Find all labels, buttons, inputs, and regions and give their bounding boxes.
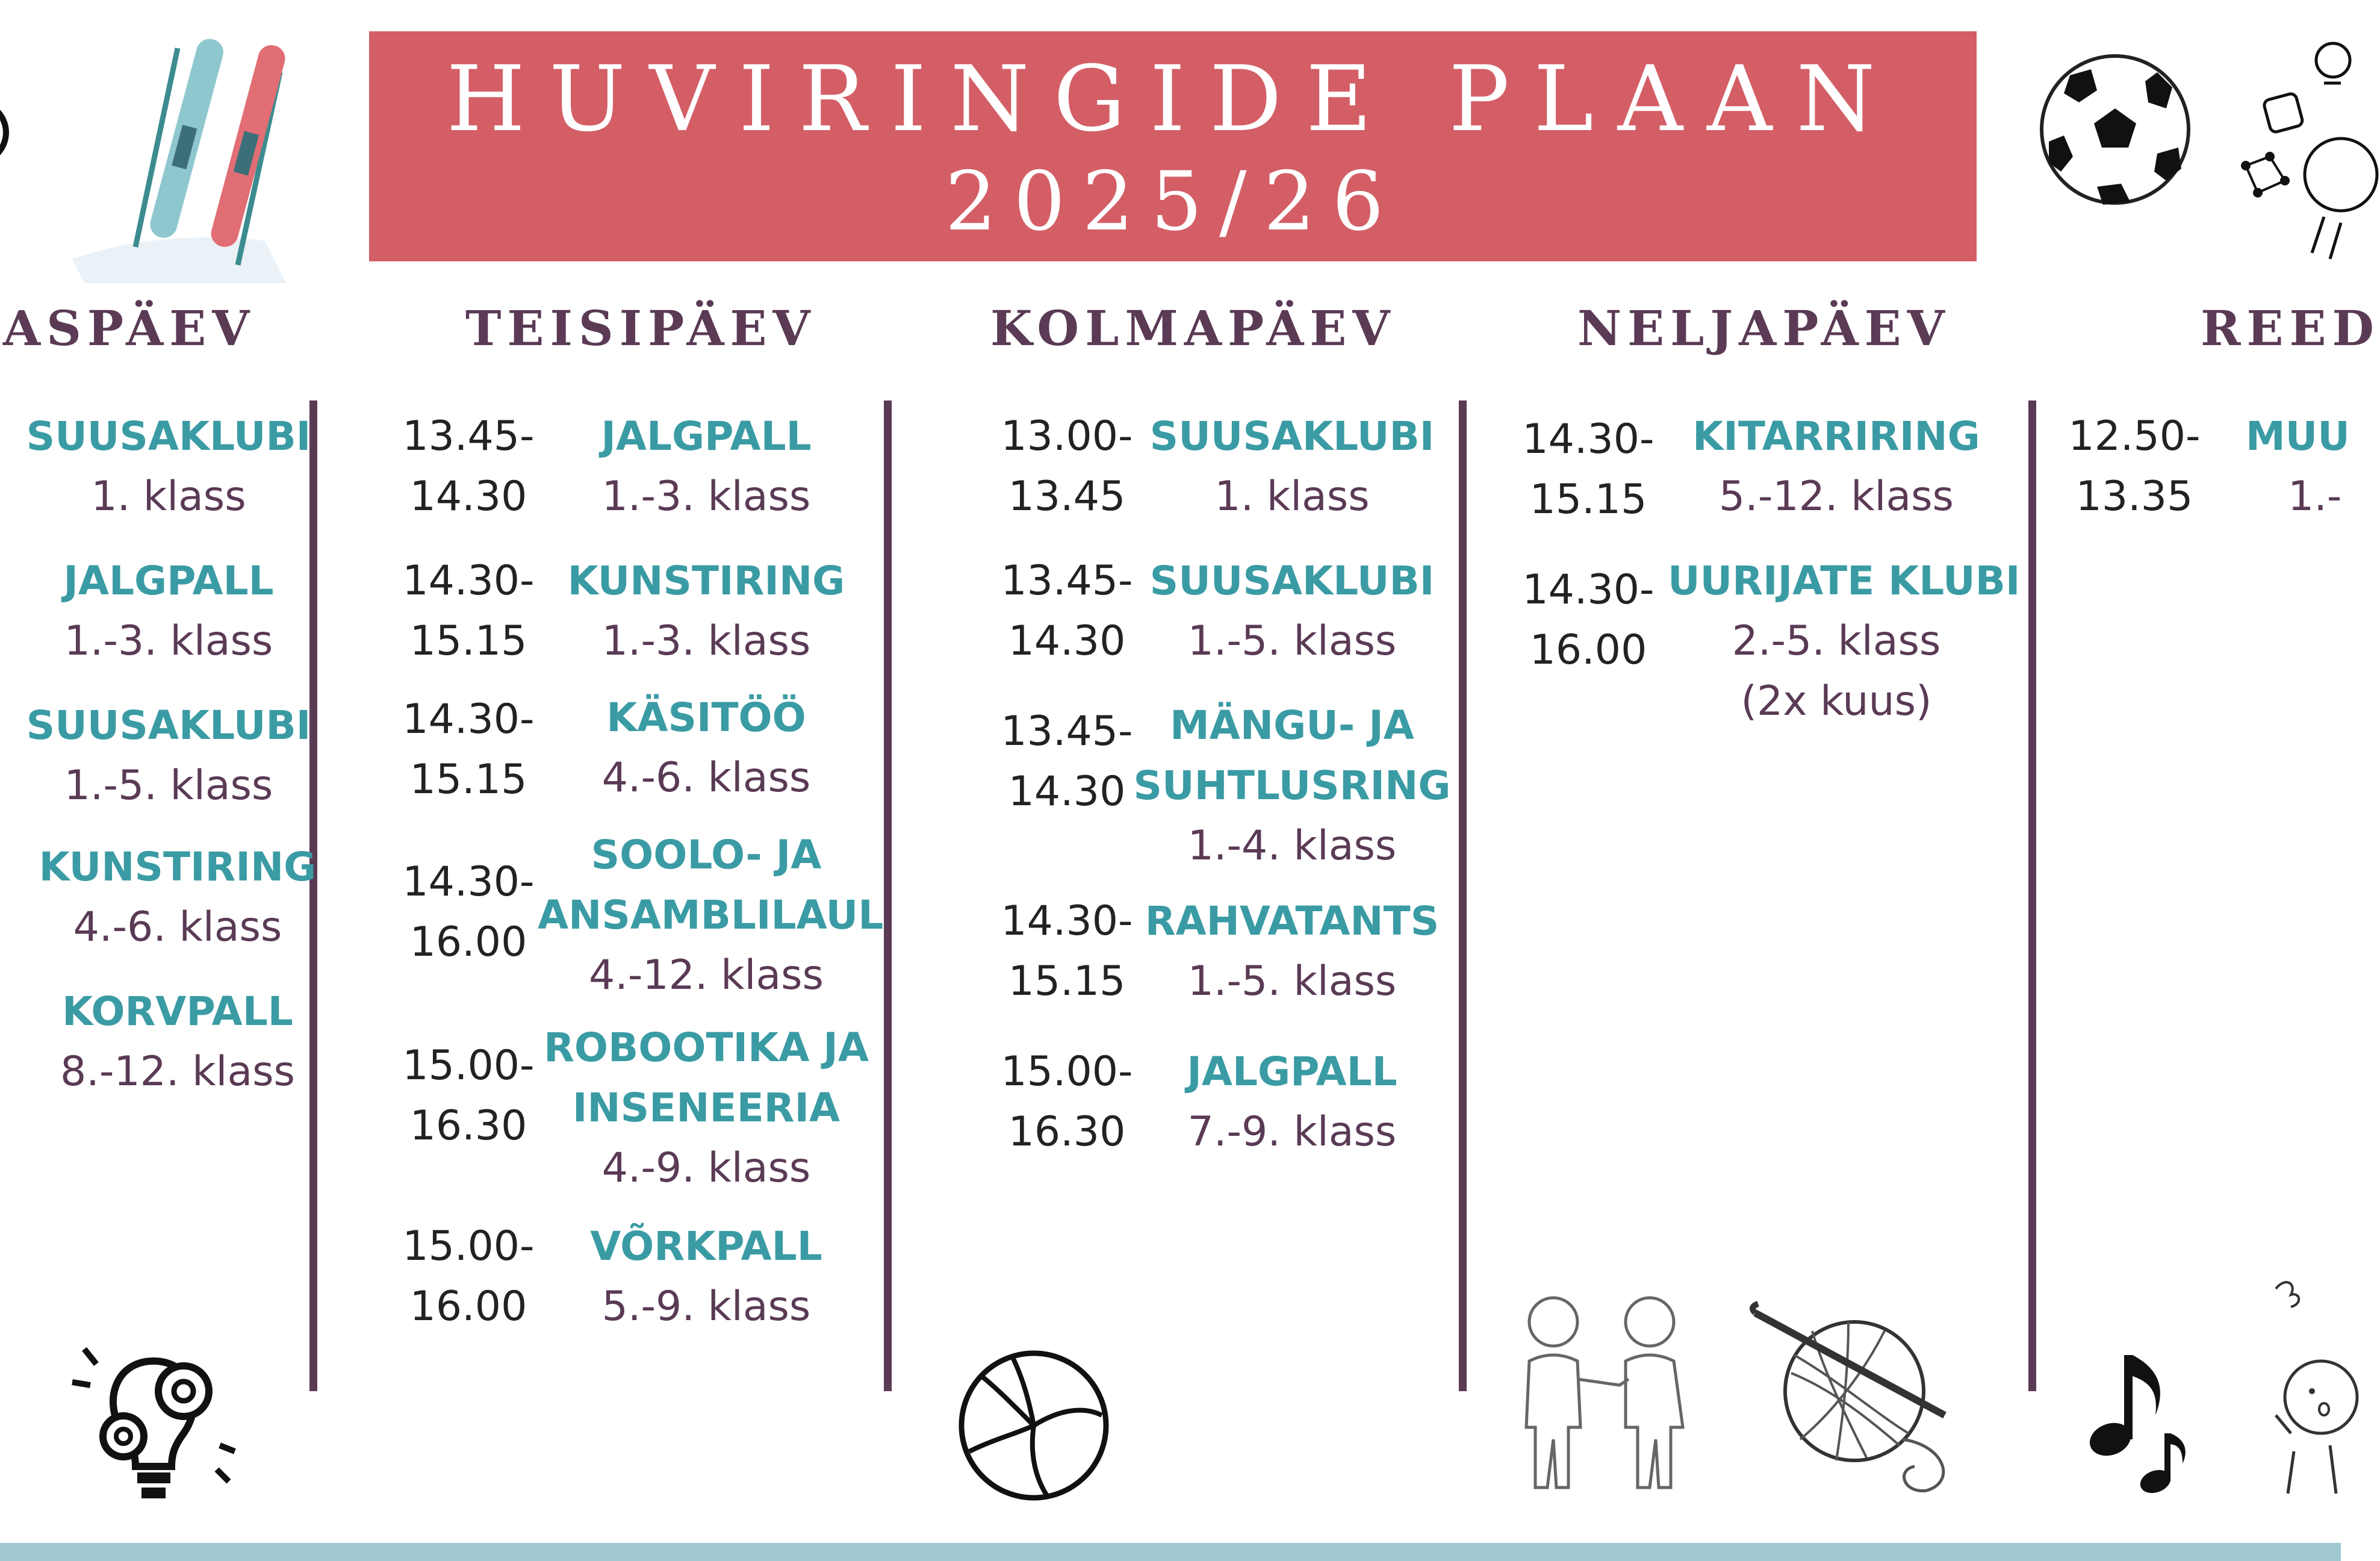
- time-end: 16.00: [409, 918, 527, 966]
- time-end: 14.30: [1008, 768, 1126, 815]
- list-item: [538, 1018, 875, 1198]
- list-item: [1668, 551, 2021, 732]
- time-start: 14.30-: [1522, 416, 1655, 463]
- time-end: 15.15: [409, 617, 527, 665]
- list-item: [9, 982, 346, 1102]
- time-start: 12.50-: [2068, 413, 2201, 460]
- club-name: SUUSAKLUBI: [26, 702, 311, 749]
- time-end: 15.15: [409, 756, 527, 803]
- time-range: [390, 407, 547, 527]
- time-end: 13.35: [2075, 473, 2193, 520]
- club-grade: 4.-6. klass: [73, 903, 282, 951]
- partial-circle-icon: [0, 90, 12, 175]
- club-grade: 8.-12. klass: [60, 1048, 295, 1095]
- list-item: [538, 1217, 875, 1337]
- club-name: SUUSAKLUBI: [1149, 413, 1435, 460]
- time-end: 15.15: [1008, 958, 1126, 1005]
- time-end: 16.30: [409, 1102, 527, 1150]
- time-end: 16.00: [1529, 626, 1647, 674]
- list-item: [0, 696, 337, 816]
- page-title: HUVIRINGIDE PLAAN: [446, 47, 1900, 152]
- time-end: 15.15: [1529, 476, 1647, 523]
- club-name: JALGPALL: [63, 558, 274, 604]
- club-grade: 1.-: [2288, 473, 2342, 520]
- club-grade: 5.-9. klass: [601, 1283, 811, 1330]
- list-item: [538, 825, 884, 1006]
- lightbulb-gears-icon: [66, 1337, 241, 1512]
- club-name: KUNSTIRING: [567, 558, 845, 604]
- club-name: KITARRIRING: [1692, 413, 1980, 460]
- time-start: 15.00-: [402, 1223, 535, 1270]
- time-end: 16.00: [409, 1283, 527, 1330]
- time-range: [1510, 560, 1667, 681]
- club-name: MÄNGU- JA: [1170, 702, 1414, 749]
- list-item: [1123, 891, 1461, 1012]
- club-grade: 2.-5. klass: [1732, 617, 1941, 665]
- club-grade: 1.-3. klass: [64, 617, 273, 665]
- time-range: [989, 891, 1145, 1012]
- list-item: [538, 551, 875, 671]
- column-divider: [2028, 400, 2036, 1391]
- time-start: 15.00-: [402, 1042, 535, 1089]
- club-name: VÕRKPALL: [590, 1223, 822, 1270]
- club-grade: 7.-9. klass: [1187, 1108, 1397, 1156]
- time-start: 14.30-: [1522, 566, 1655, 614]
- list-item: [1123, 1042, 1461, 1162]
- list-item: [1668, 407, 2005, 527]
- time-range: [390, 852, 547, 973]
- skis-icon: [72, 24, 289, 289]
- club-name: KORVPALL: [62, 988, 293, 1035]
- club-grade: 1.-5. klass: [1187, 958, 1397, 1005]
- time-start: 14.30-: [402, 696, 535, 743]
- club-name: JALGPALL: [1187, 1048, 1397, 1095]
- list-item: [0, 551, 337, 671]
- club-name-line2: SUHTLUSRING: [1133, 762, 1451, 809]
- page-subtitle: 2025/26: [945, 154, 1401, 249]
- bottom-bar: [0, 1543, 2341, 1561]
- time-start: 13.45-: [402, 413, 535, 460]
- time-end: 16.30: [1008, 1108, 1126, 1156]
- day-header-tuesday: TEISIPÄEV: [465, 300, 816, 357]
- time-range: [989, 702, 1145, 822]
- yarn-crochet-icon: [1746, 1307, 1963, 1500]
- time-range: [390, 690, 547, 810]
- time-range: [390, 551, 547, 671]
- club-name: RAHVATANTS: [1145, 898, 1440, 944]
- time-range: [390, 1036, 547, 1156]
- club-grade: 4.-6. klass: [601, 754, 811, 802]
- list-item: [1123, 696, 1461, 876]
- club-name: KUNSTIRING: [39, 844, 317, 890]
- club-name: SUUSAKLUBI: [1149, 558, 1435, 604]
- singing-child-icon: [2264, 1277, 2341, 1500]
- club-name: SOOLO- JA: [591, 832, 822, 878]
- time-range: [989, 1042, 1145, 1162]
- volleyball-icon: [957, 1349, 1111, 1503]
- club-grade: 1. klass: [1214, 473, 1370, 520]
- club-grade: 1.-5. klass: [64, 762, 273, 809]
- club-grade: 1.-3. klass: [601, 473, 811, 520]
- music-note-icon: [2083, 1349, 2192, 1494]
- club-grade: 4.-12. klass: [589, 952, 824, 999]
- time-start: 14.30-: [402, 557, 535, 605]
- column-divider: [884, 400, 892, 1391]
- club-name: MUU: [2246, 413, 2350, 460]
- club-note: (2x kuus): [1741, 678, 1932, 725]
- time-range: [989, 407, 1145, 527]
- club-name-line2: ANSAMBLILAUL: [538, 892, 884, 938]
- science-doodle-icon: [2234, 36, 2341, 265]
- time-start: 13.45-: [1001, 708, 1133, 755]
- club-name-line2: INSENEERIA: [572, 1085, 840, 1131]
- time-start: 13.00-: [1001, 413, 1133, 460]
- list-item: [2246, 407, 2350, 527]
- club-grade: 1.-5. klass: [1187, 617, 1397, 665]
- club-grade: 5.-12. klass: [1719, 473, 1954, 520]
- list-item: [9, 837, 346, 958]
- club-name: UURIJATE KLUBI: [1668, 558, 2021, 604]
- day-header-friday: REED: [2201, 300, 2380, 357]
- list-item: [538, 407, 875, 527]
- club-name: JALGPALL: [601, 413, 812, 460]
- club-grade: 4.-9. klass: [601, 1144, 811, 1192]
- club-grade: 1. klass: [91, 473, 246, 520]
- day-header-wednesday: KOLMAPÄEV: [990, 300, 1396, 357]
- time-range: [390, 1217, 547, 1337]
- club-name: SUUSAKLUBI: [26, 413, 311, 460]
- soccer-ball-icon: [2037, 51, 2193, 208]
- club-name: KÄSITÖÖ: [606, 694, 806, 741]
- time-end: 14.30: [1008, 617, 1126, 665]
- list-item: [0, 407, 337, 527]
- time-range: [2056, 407, 2213, 527]
- day-header-thursday: NELJAPÄEV: [1577, 300, 1951, 357]
- two-people-icon: [1511, 1295, 1710, 1494]
- list-item: [538, 688, 875, 808]
- time-range: [989, 551, 1145, 671]
- time-start: 14.30-: [1001, 897, 1133, 945]
- time-start: 13.45-: [1001, 557, 1133, 605]
- time-start: 15.00-: [1001, 1048, 1133, 1095]
- club-grade: 1.-4. klass: [1187, 822, 1397, 870]
- time-end: 13.45: [1008, 473, 1126, 520]
- time-end: 14.30: [409, 473, 527, 520]
- list-item: [1123, 407, 1461, 527]
- time-range: [1510, 410, 1667, 530]
- list-item: [1123, 551, 1461, 671]
- club-grade: 1.-3. klass: [601, 617, 811, 665]
- club-name: ROBOOTIKA JA: [544, 1024, 869, 1071]
- day-header-monday: ASPÄEV: [3, 300, 256, 357]
- time-start: 14.30-: [402, 858, 535, 906]
